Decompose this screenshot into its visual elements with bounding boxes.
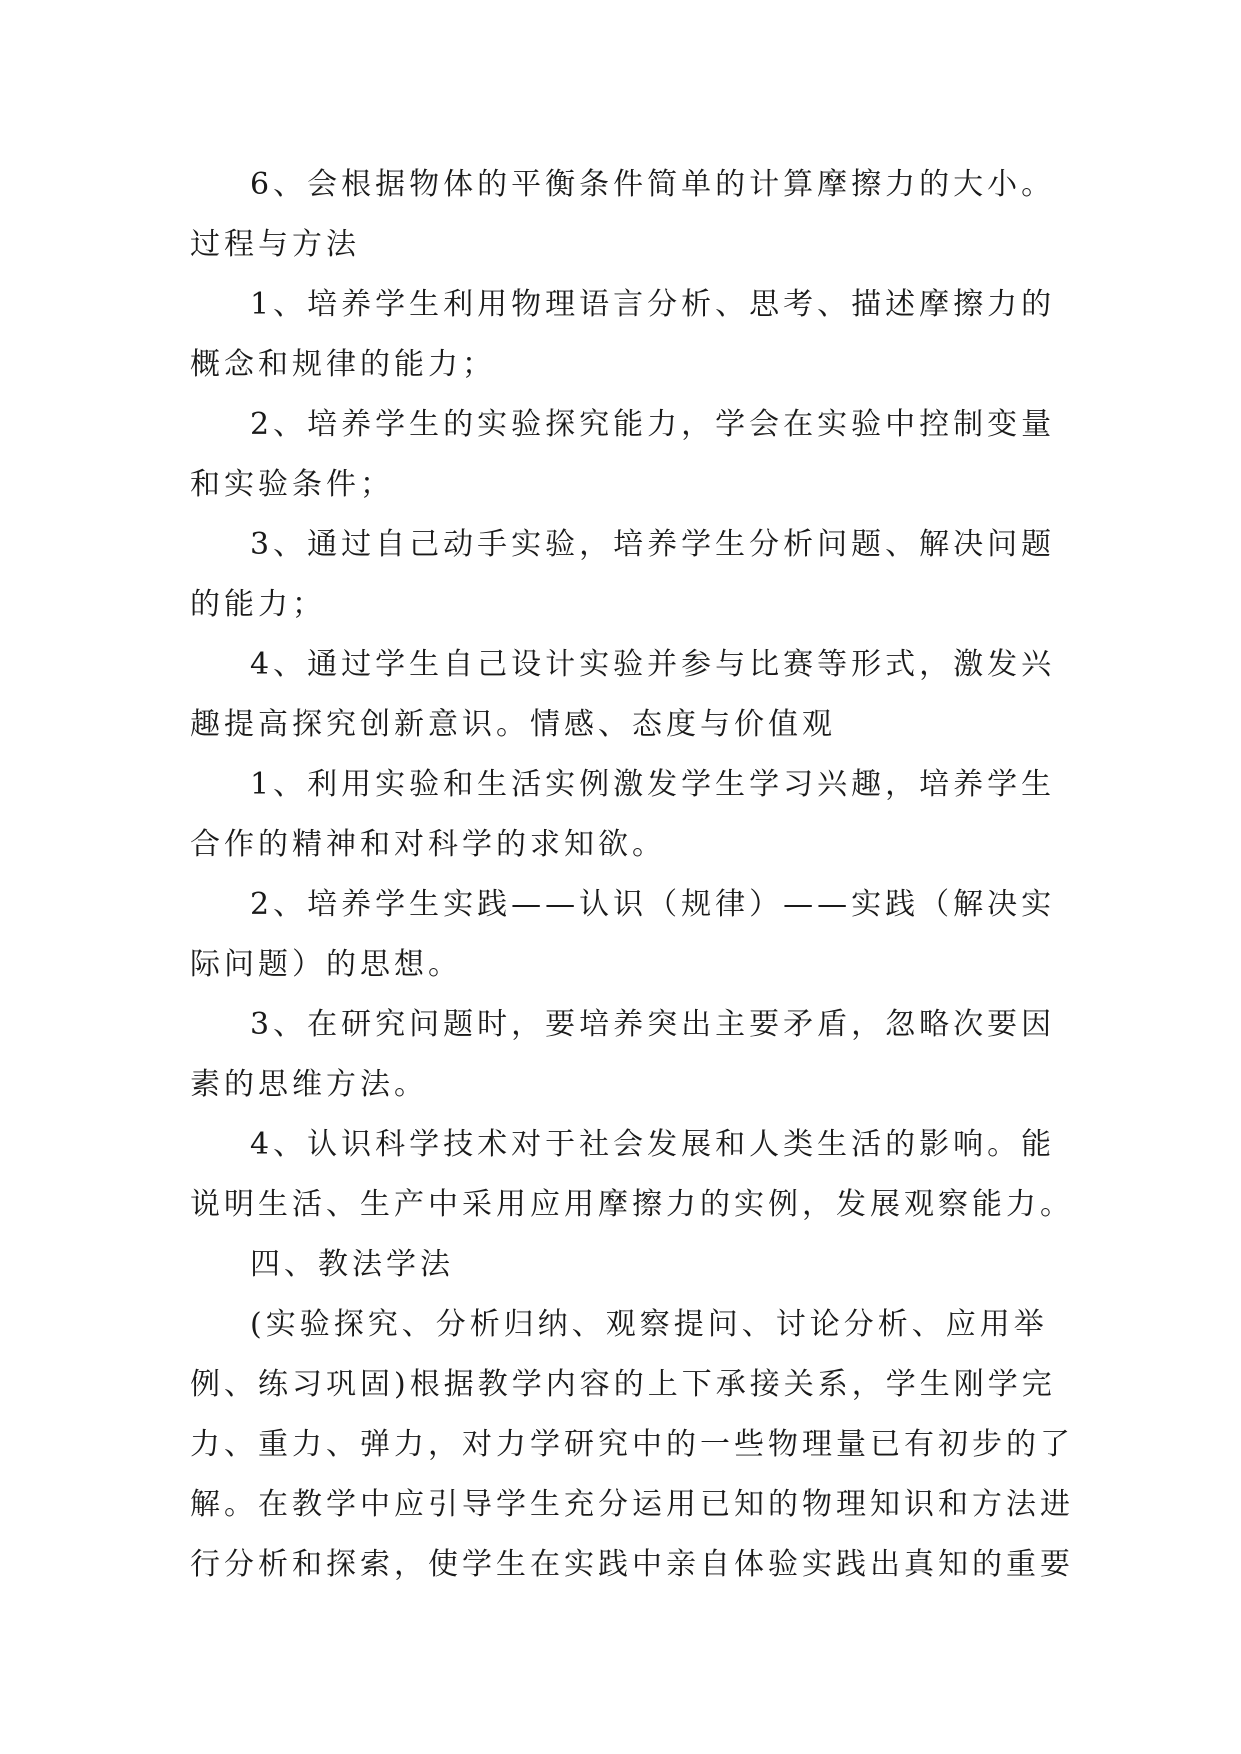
- section-heading: 过程与方法: [190, 227, 360, 262]
- text-line: 概念和规律的能力；: [190, 347, 496, 382]
- text-line: 例、练习巩固)根据教学内容的上下承接关系，学生刚学完: [190, 1367, 1056, 1402]
- text-line: 解。在教学中应引导学生充分运用已知的物理知识和方法进: [190, 1487, 1074, 1522]
- text-line: 1、培养学生利用物理语言分析、思考、描述摩擦力的: [250, 287, 1056, 322]
- text-line: 1、利用实验和生活实例激发学生学习兴趣，培养学生: [250, 767, 1056, 802]
- text-line: 趣提高探究创新意识。情感、态度与价值观: [190, 707, 836, 742]
- document-page: [190, 155, 1074, 1595]
- text-line: 4、认识科学技术对于社会发展和人类生活的影响。能: [250, 1127, 1056, 1162]
- text-line: 3、在研究问题时，要培养突出主要矛盾，忽略次要因: [250, 1007, 1056, 1042]
- text-line: 3、通过自己动手实验，培养学生分析问题、解决问题: [250, 527, 1056, 562]
- section-heading: 四、教法学法: [250, 1247, 454, 1282]
- text-line: 行分析和探索，使学生在实践中亲自体验实践出真知的重要: [190, 1547, 1074, 1582]
- text-line: 说明生活、生产中采用应用摩擦力的实例，发展观察能力。: [190, 1187, 1074, 1222]
- text-line: 6、会根据物体的平衡条件简单的计算摩擦力的大小。: [250, 167, 1056, 202]
- text-line: 素的思维方法。: [190, 1067, 428, 1102]
- text-line: 合作的精神和对科学的求知欲。: [190, 827, 666, 862]
- text-line: 际问题）的思想。: [190, 947, 462, 982]
- text-line: 力、重力、弹力，对力学研究中的一些物理量已有初步的了: [190, 1427, 1074, 1462]
- text-line: 的能力；: [190, 587, 326, 622]
- text-line: 2、培养学生实践——认识（规律）——实践（解决实: [250, 887, 1056, 922]
- text-line: 和实验条件；: [190, 467, 394, 502]
- text-line: 4、通过学生自己设计实验并参与比赛等形式，激发兴: [250, 647, 1056, 682]
- text-line: 2、培养学生的实验探究能力，学会在实验中控制变量: [250, 407, 1056, 442]
- text-line: (实验探究、分析归纳、观察提问、讨论分析、应用举: [250, 1307, 1048, 1342]
